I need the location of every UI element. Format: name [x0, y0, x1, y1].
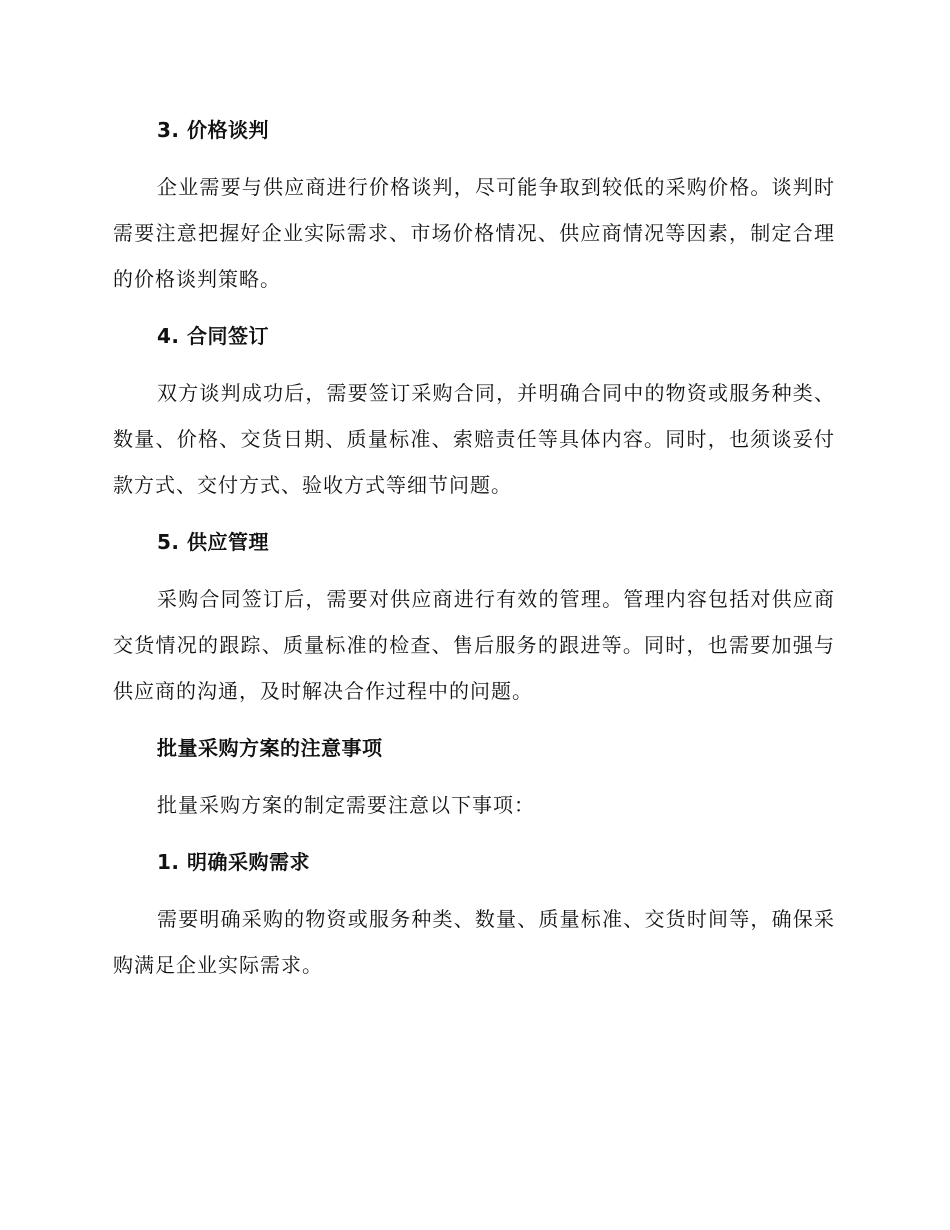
section-paragraph-clarify-needs: 需要明确采购的物资或服务种类、数量、质量标准、交货时间等，确保采购满足企业实际需求。	[113, 907, 835, 977]
section-paragraph-contract-signing: 双方谈判成功后，需要签订采购合同，并明确合同中的物资或服务种类、数量、价格、交货日期、质量标准、索赔责任等具体内容。同时，也须谈妥付款方式、交付方式、验收方式等细节问题。	[113, 381, 835, 497]
section-paragraph-price-negotiation: 企业需要与供应商进行价格谈判，尽可能争取到较低的采购价格。谈判时需要注意把握好企业实际需求、市场价格情况、供应商情况等因素，制定合理的价格谈判策略。	[113, 175, 835, 291]
section-paragraph-notes: 批量采购方案的制定需要注意以下事项：	[157, 793, 535, 817]
section-paragraph-supply-management: 采购合同签订后，需要对供应商进行有效的管理。管理内容包括对供应商交货情况的跟踪、质量标准的检查、售后服务的跟进等。同时，也需要加强与供应商的沟通，及时解决合作过程中的问题。	[113, 587, 835, 703]
section-heading-contract-signing: 4. 合同签订	[157, 324, 269, 348]
section-heading-notes: 批量采购方案的注意事项	[157, 736, 383, 760]
section-heading-clarify-needs: 1. 明确采购需求	[157, 850, 310, 874]
document-page	[113, 108, 835, 988]
section-heading-supply-management: 5. 供应管理	[157, 530, 269, 554]
section-heading-price-negotiation: 3. 价格谈判	[157, 118, 269, 142]
